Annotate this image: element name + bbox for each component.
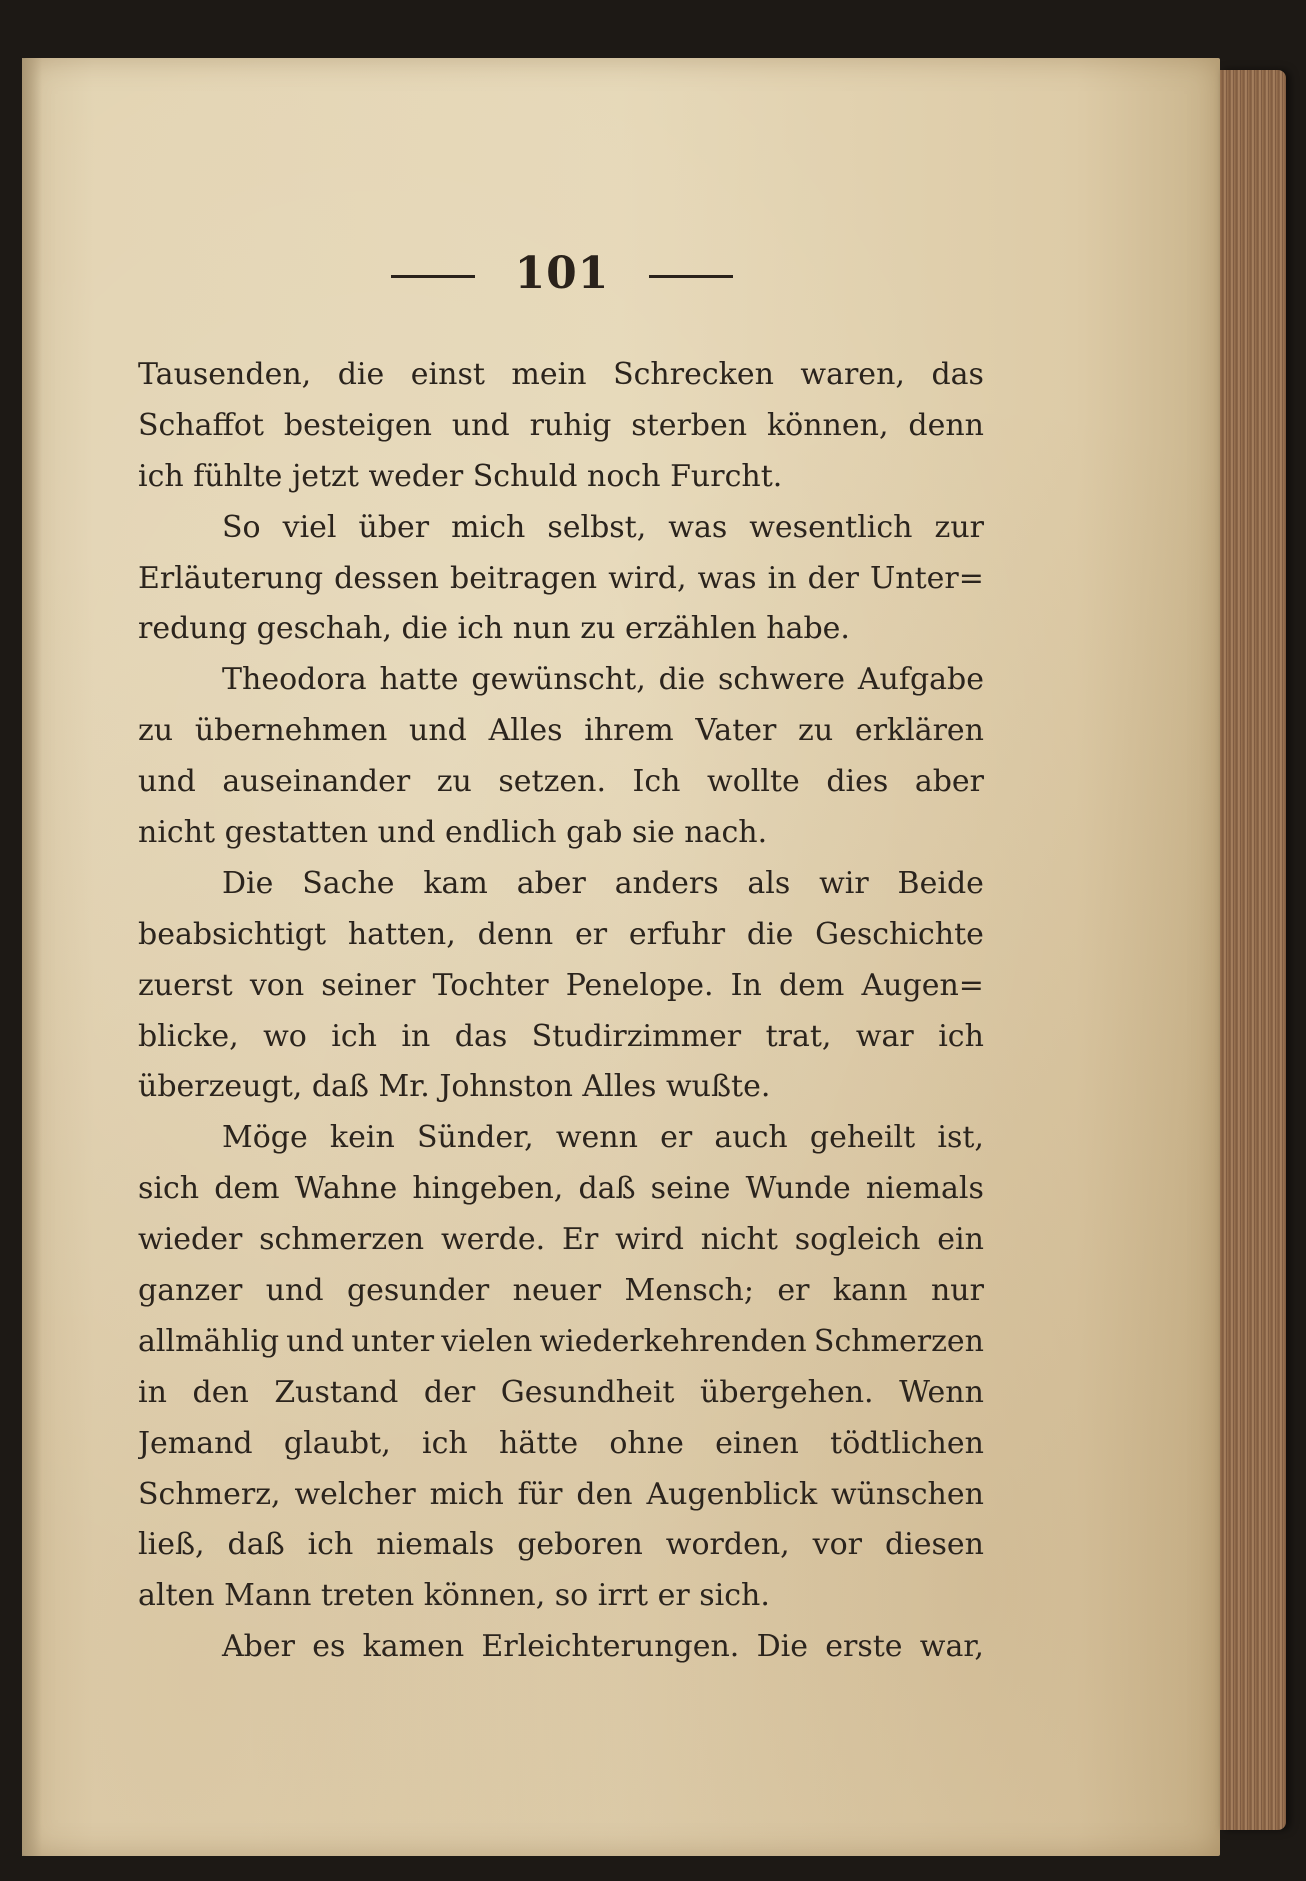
- text-line: zu übernehmen und Alles ihrem Vater zu erklären: [138, 713, 984, 749]
- page-number: 101: [514, 248, 610, 299]
- text-line: Erläuterung dessen beitragen wird, was in der Unter=: [138, 560, 984, 596]
- text-line: wieder schmerzen werde. Er wird nicht sogleich ein: [138, 1222, 984, 1258]
- text-line: Möge kein Sünder, wenn er auch geheilt ist,: [222, 1120, 984, 1156]
- text-line: redung geschah, die ich nun zu erzählen habe.: [138, 611, 850, 647]
- text-line: ganzer und gesunder neuer Mensch; er kann nur: [138, 1273, 984, 1309]
- text-line: Jemand glaubt, ich hätte ohne einen tödtlichen: [138, 1425, 984, 1461]
- text-line: allmählig und unter vielen wiederkehrenden Schmerzen: [138, 1323, 984, 1359]
- paper-page: [22, 58, 1220, 1856]
- text-line: Schmerz, welcher mich für den Augenblick wünschen: [138, 1476, 984, 1512]
- text-line: in den Zustand der Gesundheit übergehen. Wenn: [138, 1374, 984, 1410]
- text-line: Theodora hatte gewünscht, die schwere Aufgabe: [222, 662, 984, 698]
- body-text: [138, 350, 984, 1673]
- binding-gutter: [22, 58, 42, 1856]
- page-header: [22, 248, 1102, 299]
- text-line: ließ, daß ich niemals geboren worden, vor diesen: [138, 1527, 984, 1563]
- text-line: ich fühlte jetzt weder Schuld noch Furcht.: [138, 458, 783, 494]
- text-line: Schaffot besteigen und ruhig sterben können, denn: [138, 407, 984, 443]
- text-line: blicke, wo ich in das Studirzimmer trat, war ich: [138, 1018, 984, 1054]
- text-line: So viel über mich selbst, was wesentlich zur: [222, 509, 984, 545]
- text-line: nicht gestatten und endlich gab sie nach.: [138, 815, 768, 851]
- text-line: und auseinander zu setzen. Ich wollte dies aber: [138, 764, 984, 800]
- text-line: überzeugt, daß Mr. Johnston Alles wußte.: [138, 1069, 771, 1105]
- text-line: Tausenden, die einst mein Schrecken waren, das: [138, 357, 984, 392]
- page-edges: [1220, 70, 1286, 1830]
- header-rule-right: [649, 275, 733, 278]
- text-line: sich dem Wahne hingeben, daß seine Wunde niemals: [138, 1171, 984, 1207]
- header-rule-left: [391, 275, 475, 278]
- text-line: zuerst von seiner Tochter Penelope. In dem Augen=: [138, 967, 984, 1003]
- text-line: Aber es kamen Erleichterungen. Die erste war,: [222, 1629, 984, 1665]
- text-line: Die Sache kam aber anders als wir Beide: [222, 865, 984, 901]
- text-line: alten Mann treten können, so irrt er sich.: [138, 1578, 770, 1614]
- text-line: beabsichtigt hatten, denn er erfuhr die Geschichte: [138, 916, 984, 952]
